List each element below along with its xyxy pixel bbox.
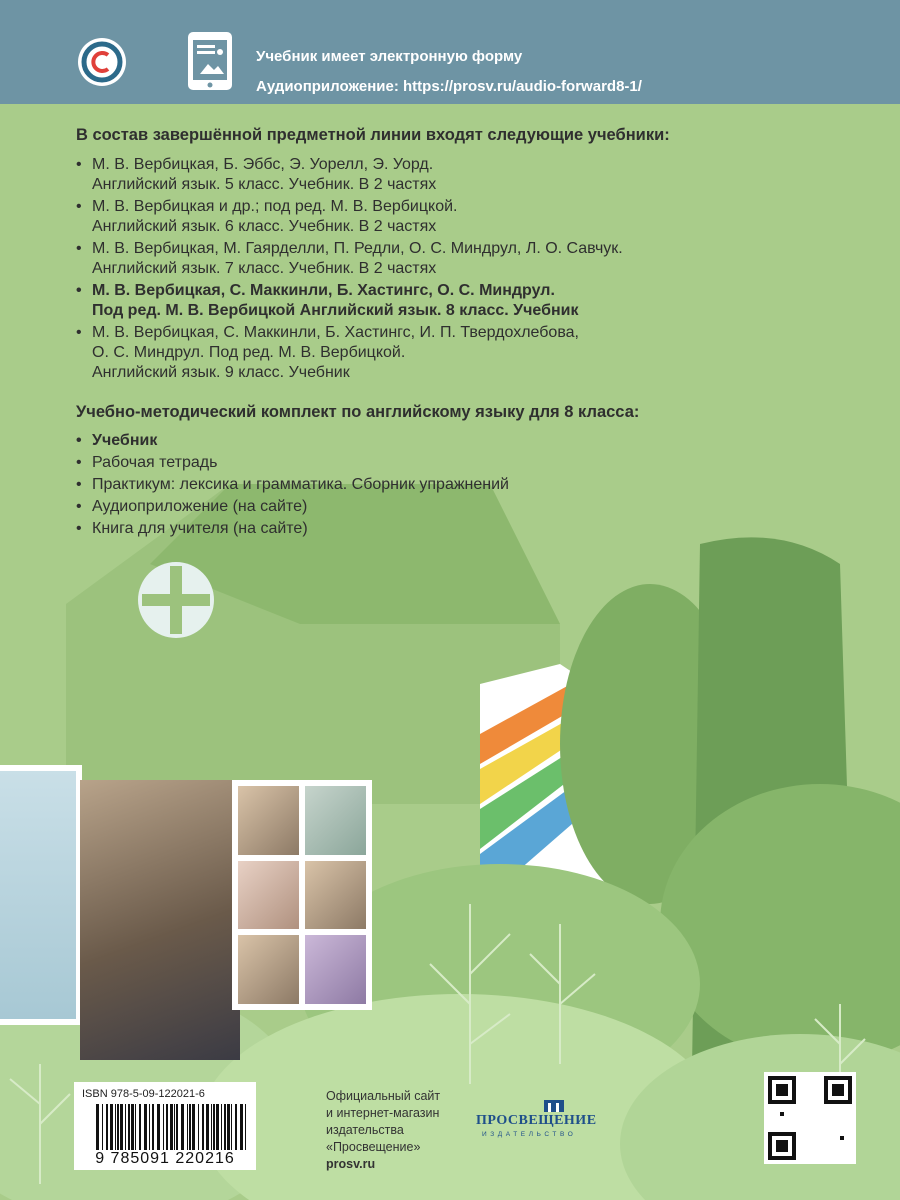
list-item: • М. В. Вербицкая, М. Гаярделли, П. Редли, О. С. Миндрул, Л. О. Савчук. Английский язык. 7 класс. Учебник. В 2 частях bbox=[74, 239, 884, 279]
qr-code-icon[interactable] bbox=[764, 1072, 856, 1164]
kit-item: • Практикум: лексика и грамматика. Сборник упражнений bbox=[74, 474, 884, 496]
copyright-c-icon bbox=[76, 36, 128, 88]
grid-photo bbox=[305, 786, 366, 855]
books-list bbox=[74, 155, 884, 383]
grid-photo bbox=[238, 935, 299, 1004]
barcode-icon bbox=[94, 1104, 250, 1152]
kit-item: • Учебник bbox=[74, 430, 884, 452]
publisher-subtitle: ИЗДАТЕЛЬСТВО bbox=[482, 1131, 577, 1138]
list-item: • М. В. Вербицкая и др.; под ред. М. В. Вербицкой. Английский язык. 6 класс. Учебник. В 2 частях bbox=[74, 197, 884, 237]
site-info: Официальный сайт и интернет-магазин издательства «Просвещение» prosv.ru bbox=[326, 1089, 441, 1171]
family-photo bbox=[80, 780, 240, 1060]
tablet-icon bbox=[186, 30, 234, 92]
kit-list bbox=[74, 430, 884, 540]
open-window-frame bbox=[0, 765, 82, 1025]
isbn-box bbox=[74, 1082, 256, 1170]
header-bar bbox=[0, 0, 900, 104]
grid-photo bbox=[238, 786, 299, 855]
site-url[interactable]: prosv.ru bbox=[326, 1157, 376, 1171]
kit-heading: Учебно-методический комплект по английскому языку для 8 класса: bbox=[76, 403, 640, 421]
kit-item: • Рабочая тетрадь bbox=[74, 452, 884, 474]
isbn-digits: 9 785091 220216 bbox=[95, 1150, 235, 1167]
publisher-name: ПРОСВЕЩЕНИЕ bbox=[476, 1113, 597, 1128]
audio-app-link[interactable]: Аудиоприложение: https://prosv.ru/audio-forward8-1/ bbox=[256, 78, 642, 95]
grid-photo bbox=[238, 861, 299, 930]
electronic-form-note: Учебник имеет электронную форму bbox=[256, 48, 523, 65]
list-item: • М. В. Вербицкая, Б. Эббс, Э. Уорелл, Э. Уорд. Английский язык. 5 класс. Учебник. В 2 частях bbox=[74, 155, 884, 195]
isbn-label: ISBN 978-5-09-122021-6 bbox=[82, 1088, 205, 1100]
grid-photo bbox=[305, 935, 366, 1004]
books-heading: В состав завершённой предметной линии входят следующие учебники: bbox=[76, 126, 670, 144]
kit-item: • Аудиоприложение (на сайте) bbox=[74, 496, 884, 518]
grid-photo bbox=[305, 861, 366, 930]
content-text bbox=[74, 126, 884, 540]
photo-grid bbox=[232, 780, 372, 1010]
list-item: • М. В. Вербицкая, С. Маккинли, Б. Хастингс, И. П. Твердохлебова, О. С. Миндрул. Под ред. М. В. Вербицкой. Английский язык. 9 класс. Учебник bbox=[74, 323, 884, 383]
list-item-current: • М. В. Вербицкая, С. Маккинли, Б. Хастингс, О. С. Миндрул. Под ред. М. В. Вербицкой Английский язык. 8 класс. Учебник bbox=[74, 281, 884, 321]
kit-item: • Книга для учителя (на сайте) bbox=[74, 518, 884, 540]
